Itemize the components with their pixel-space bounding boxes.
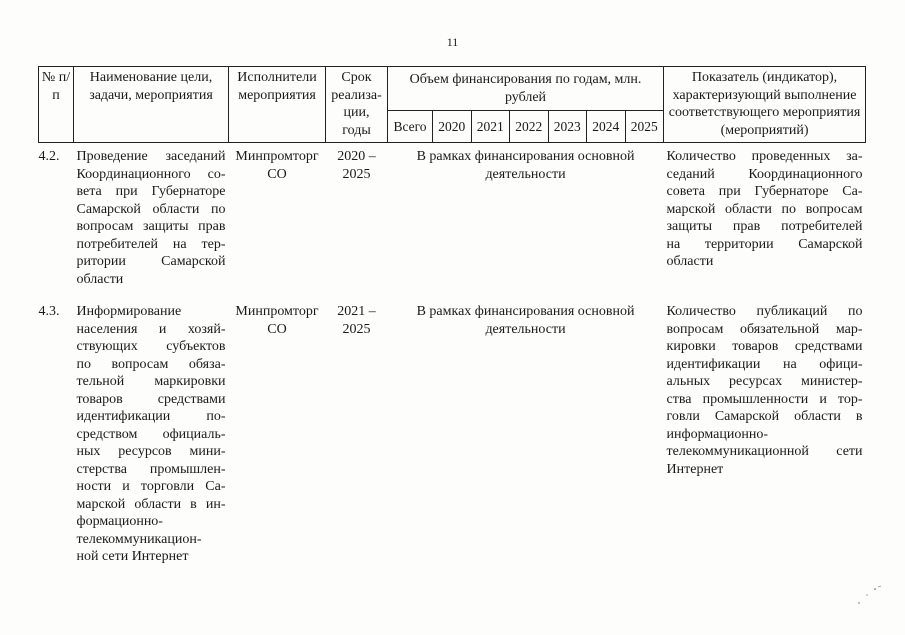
row-funding: В рамках финансирования основной деятельности [416,304,635,337]
row-name-line: вета при Губернаторе [76,184,226,199]
row-indicator [664,300,866,566]
row-name-line: Информирование [76,304,182,319]
header-term: Срок реализа-ции, годы [326,67,388,143]
header-funding: Объем финансирования по годам, млн. рублей [388,67,664,111]
row-name-line: формационно- [76,514,163,529]
row-name-line: населения и хозяй- [76,321,226,337]
row-indicator-line: Количество проведенных за- [666,149,863,164]
row-term: 2021 – 2025 [337,304,376,337]
row-name-line: товаров средствами [76,391,226,407]
row-name-line: телекоммуникацион- [76,531,202,547]
table-row [39,143,866,301]
header-year-total: Всего [388,111,433,143]
header-name: Наименование цели, задачи, мероприятия [74,67,229,143]
row-name [74,300,229,566]
row-name-line: ности и торговли Са- [76,479,226,494]
header-executors: Исполнители мероприятия [229,67,326,143]
row-name-line: тельной маркировки [76,374,226,389]
header-year-2021: 2021 [471,111,510,143]
row-indicator-line: Интернет [666,461,724,477]
row-executor: Минпромторг СО [235,304,319,337]
row-name-line: вопросам защиты прав [76,219,226,234]
row-executor: Минпромторг СО [235,149,319,182]
row-name-line: Самарской области по [76,201,226,217]
row-indicator-line: защиты прав потребителей [666,219,863,234]
header-year-2022: 2022 [510,111,549,143]
header-year-2020: 2020 [433,111,472,143]
header-indicator: Показатель (индикатор), характеризующий выполнение соответствующего мероприятия (мероприятий) [664,67,866,143]
row-name-line: ных ресурсов мини- [76,444,226,459]
row-name-line: стерства промышлен- [76,461,226,477]
row-indicator-line: ства промышленности и тор- [666,391,863,407]
table-row [39,300,866,566]
row-indicator-line: альных ресурсах министер- [666,374,863,389]
row-term: 2020 – 2025 [337,149,376,182]
row-name-line: Проведение заседаний [76,149,226,164]
row-indicator-line: совета при Губернаторе Са- [666,184,863,199]
row-indicator [664,143,866,301]
header-num: № п/п [39,67,74,143]
row-indicator-line: марской области по вопросам [666,201,863,217]
row-name-line: области [76,271,124,287]
row-name-line: средством официаль- [76,426,226,442]
row-name-line: ствующих субъектов [76,339,226,354]
row-indicator-line: области [666,254,714,269]
page-number: 11 [446,35,459,49]
program-table [38,66,866,566]
row-indicator-line: информационно- [666,426,768,442]
row-indicator-line: кировки товаров средствами [666,339,863,354]
row-indicator-line: идентификации на офици- [666,356,863,372]
row-name-line: Координационного со- [76,166,226,182]
row-name-line: ной сети Интернет [76,549,189,564]
row-name-line: по вопросам обяза- [76,356,226,372]
row-num: 4.2. [38,149,60,164]
row-name [74,143,229,301]
header-year-2025: 2025 [625,111,664,143]
row-indicator-line: седаний Координационного [666,166,863,182]
row-indicator-line: Количество публикаций по [666,304,863,319]
scan-specks-decoration [845,585,885,615]
row-name-line: идентификации по- [76,409,226,424]
row-indicator-line: на территории Самарской [666,236,863,252]
row-name-line: потребителей на тер- [76,236,226,252]
row-name-line: ритории Самарской [76,254,226,269]
row-funding: В рамках финансирования основной деятельности [416,149,635,182]
header-year-2023: 2023 [548,111,587,143]
row-indicator-line: говли Самарской области в [666,409,863,424]
row-indicator-line: телекоммуникационной сети [666,444,863,459]
row-num: 4.3. [38,304,60,319]
row-indicator-line: вопросам обязательной мар- [666,321,863,337]
header-year-2024: 2024 [587,111,626,143]
row-name-line: марской области в ин- [76,496,226,512]
